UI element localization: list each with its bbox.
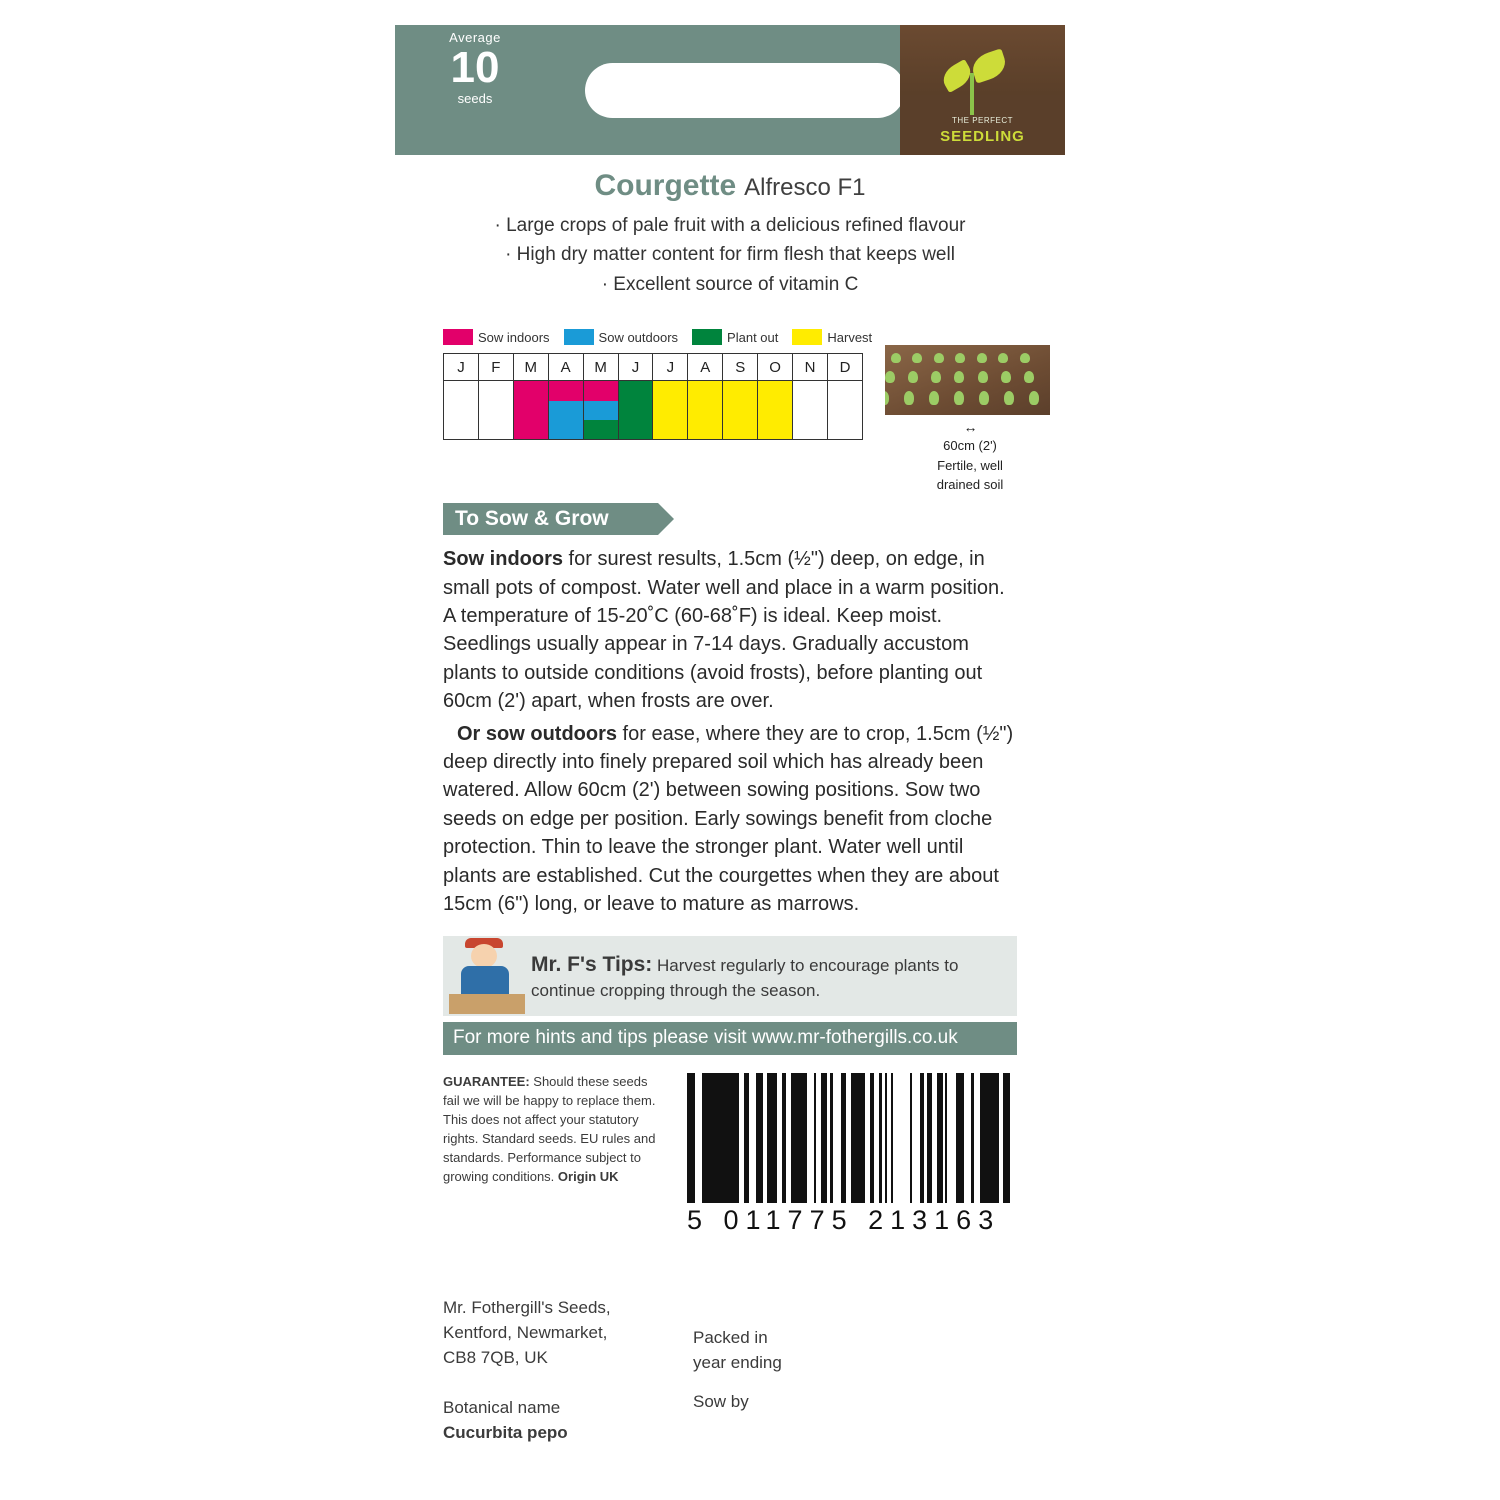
legend-item — [564, 329, 679, 345]
legend-label: Sow indoors — [478, 329, 550, 345]
month-bar-cell — [548, 381, 583, 440]
month-header: S — [723, 354, 758, 381]
packed-line: year ending — [693, 1353, 782, 1373]
footer — [443, 1296, 1017, 1445]
seed-packet-back — [395, 25, 1065, 1485]
barcode-block — [687, 1073, 1017, 1236]
botanical-name: Cucurbita pepo — [443, 1422, 568, 1442]
botanical-label: Botanical name — [443, 1398, 561, 1418]
month-header: M — [583, 354, 618, 381]
legend-swatch-sow-indoors — [443, 329, 473, 345]
blank-label-pill — [585, 63, 905, 118]
mr-fothergill-avatar-icon — [443, 936, 531, 1016]
sow-indoors-text: for surest results, 1.5cm (½") deep, on edge, in small pots of compost. Water well and place in a warm position. A temperature of 15-20˚C (60-68˚F) is ideal. Keep moist. Seedlings usually appear in 7-14 days. Gradually accustom plants to outside conditions (avoid frosts), before planting out 60cm (2') apart, when frosts are over. — [443, 548, 1005, 713]
soil-icon — [900, 95, 1065, 155]
guarantee-barcode-row — [443, 1073, 1017, 1236]
average-seeds-block — [395, 25, 555, 155]
bullet-item: · High dry matter content for firm flesh that keeps well — [505, 244, 955, 266]
legend-item — [443, 329, 550, 345]
top-bar — [395, 25, 1065, 155]
sow-indoors-lead: Sow indoors — [443, 548, 563, 571]
legend-label: Plant out — [727, 329, 779, 345]
barcode-image — [687, 1073, 1017, 1203]
section-heading-sow-grow: To Sow & Grow — [443, 503, 658, 535]
month-header: N — [793, 354, 828, 381]
guarantee-body: Should these seeds fail we will be happy to replace them. This does not affect your statutory rights. Standard seeds. EU rules and standards. Performance subject to growing conditions. — [443, 1074, 656, 1184]
month-header: J — [653, 354, 688, 381]
page-title — [395, 169, 1065, 203]
month-bar-cell — [618, 381, 653, 440]
calendar-legend — [395, 329, 1065, 345]
legend-label: Sow outdoors — [598, 329, 679, 345]
month-header-row — [444, 354, 863, 381]
average-label: Average — [449, 30, 501, 45]
month-bar-cell — [723, 381, 758, 440]
address-line: CB8 7QB, UK — [443, 1347, 548, 1367]
month-header: O — [758, 354, 793, 381]
tips-content — [531, 942, 1017, 1011]
variety-name: Alfresco F1 — [744, 174, 866, 201]
tips-label: Mr. F's Tips: — [531, 952, 653, 976]
sow-outdoors-lead: Or sow outdoors — [457, 722, 617, 745]
month-header: D — [827, 354, 862, 381]
origin-label: Origin UK — [557, 1168, 619, 1184]
average-count: 10 — [450, 43, 500, 92]
month-table — [443, 353, 863, 440]
legend-swatch-sow-outdoors — [564, 329, 594, 345]
month-bar-cell — [793, 381, 828, 440]
legend-item — [692, 329, 778, 345]
month-header: A — [548, 354, 583, 381]
seeds-label: seeds — [457, 91, 493, 106]
botanical-block — [443, 1396, 693, 1445]
soil-note-line2: drained soil — [936, 477, 1004, 493]
seedling-badge — [900, 25, 1065, 155]
month-header: A — [688, 354, 723, 381]
tips-box — [443, 936, 1017, 1016]
month-bar-cell — [827, 381, 862, 440]
legend-item — [792, 329, 872, 345]
sow-grow-paragraph-2 — [443, 720, 1017, 919]
crop-name: Courgette — [594, 169, 737, 202]
planting-bed-illustration — [885, 345, 1050, 415]
month-header: J — [618, 354, 653, 381]
packed-by-block — [693, 1296, 782, 1445]
month-bar-cell — [653, 381, 688, 440]
barcode-number: 5 011775 213163 — [687, 1205, 1001, 1236]
bullet-item: · Excellent source of vitamin C — [601, 273, 859, 295]
sowing-calendar — [395, 329, 1065, 499]
bullet-item: · Large crops of pale fruit with a delicious refined flavour — [494, 215, 966, 236]
guarantee-label: GUARANTEE: — [443, 1074, 530, 1090]
soil-note-line1: Fertile, well — [937, 457, 1003, 473]
badge-subtext: THE PERFECT — [951, 116, 1014, 125]
company-address — [443, 1296, 693, 1445]
month-bar-cell — [583, 381, 618, 440]
month-bars-row — [444, 381, 863, 440]
legend-label: Harvest — [827, 329, 873, 345]
month-bar-cell — [688, 381, 723, 440]
month-header: F — [478, 354, 513, 381]
tips-body: Harvest regularly to encourage plants to continue cropping through the season. — [531, 955, 959, 1001]
legend-swatch-harvest — [792, 329, 822, 345]
sow-outdoors-text: for ease, where they are to crop, 1.5cm (½") deep directly into finely prepared soil which has already been watered. Allow 60cm (2') between sowing positions. Sow two seeds on edge per position. Early sowings benefit from cloche protection. Thin to leave the stronger plant. Water well until plants are established. Cut the courgettes when they are about 15cm (6") long, or leave to mature as marrows. — [443, 722, 1014, 915]
spacing-distance: 60cm (2') — [943, 438, 997, 454]
month-header: M — [513, 354, 548, 381]
month-bar-cell — [478, 381, 513, 440]
sow-by-line: Sow by — [693, 1391, 749, 1411]
month-bar-cell — [513, 381, 548, 440]
spacing-figure — [885, 345, 1055, 494]
address-line: Kentford, Newmarket, — [443, 1323, 608, 1343]
address-line: Mr. Fothergill's Seeds, — [443, 1298, 611, 1318]
spacing-arrow-icon: ↔ — [963, 419, 977, 436]
feature-bullets — [395, 211, 1065, 299]
packed-line: Packed in — [693, 1328, 768, 1348]
visit-website-bar[interactable]: For more hints and tips please visit www.mr-fothergills.co.uk — [443, 1022, 1017, 1055]
month-bar-cell — [444, 381, 479, 440]
guarantee-text — [443, 1073, 663, 1236]
sow-grow-paragraph-1 — [443, 545, 1017, 715]
legend-swatch-plant-out — [692, 329, 722, 345]
badge-text: SEEDLING — [940, 128, 1025, 145]
month-header: J — [444, 354, 479, 381]
month-bar-cell — [758, 381, 793, 440]
